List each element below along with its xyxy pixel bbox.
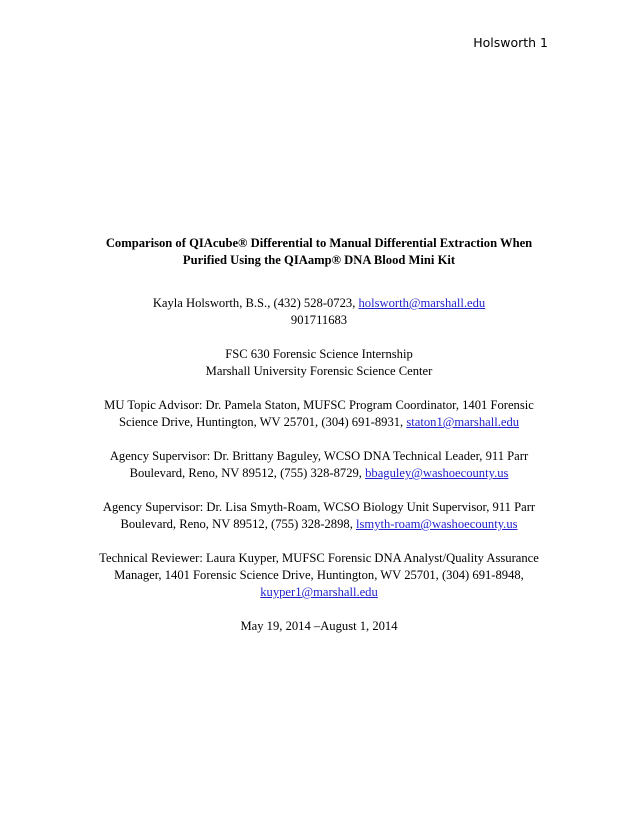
author-line xyxy=(90,295,548,312)
technical-reviewer-block xyxy=(90,550,548,601)
topic-advisor-line-2 xyxy=(90,414,548,431)
internship-dates: May 19, 2014 –August 1, 2014 xyxy=(240,619,398,633)
agency-supervisor-1-block xyxy=(90,448,548,482)
agency-supervisor-1-line-1: Agency Supervisor: Dr. Brittany Baguley, WCSO DNA Technical Leader, 911 Parr xyxy=(109,449,529,463)
technical-reviewer-email-link[interactable]: kuyper1@marshall.edu xyxy=(260,585,378,599)
agency-supervisor-1-address: Boulevard, Reno, NV 89512, (755) 328-8729, xyxy=(129,466,366,480)
title-line-1: Comparison of QIAcube® Differential to Manual Differential Extraction When xyxy=(105,236,533,250)
topic-advisor-address: Science Drive, Huntington, WV 25701, (304) 691-8931, xyxy=(118,415,407,429)
course-block xyxy=(90,346,548,380)
agency-supervisor-1-email-link[interactable]: bbaguley@washoecounty.us xyxy=(365,466,509,480)
running-head: Holsworth 1 xyxy=(473,35,548,50)
agency-supervisor-2-email-link[interactable]: lsmyth-roam@washoecounty.us xyxy=(356,517,518,531)
author-block xyxy=(90,295,548,329)
institution-name: Marshall University Forensic Science Center xyxy=(205,364,433,378)
paper-title xyxy=(90,235,548,269)
agency-supervisor-2-line-2 xyxy=(90,516,548,533)
agency-supervisor-1-line-2 xyxy=(90,465,548,482)
agency-supervisor-2-line-1: Agency Supervisor: Dr. Lisa Smyth-Roam, WCSO Biology Unit Supervisor, 911 Parr xyxy=(102,500,536,514)
title-page-content xyxy=(90,235,548,635)
agency-supervisor-2-address: Boulevard, Reno, NV 89512, (755) 328-2898, xyxy=(120,517,356,531)
author-id: 901711683 xyxy=(290,313,348,327)
topic-advisor-line-1: MU Topic Advisor: Dr. Pamela Staton, MUFSC Program Coordinator, 1401 Forensic xyxy=(104,398,534,412)
topic-advisor-email-link[interactable]: staton1@marshall.edu xyxy=(406,415,520,429)
agency-supervisor-2-block xyxy=(90,499,548,533)
technical-reviewer-line-3 xyxy=(90,584,548,601)
topic-advisor-block xyxy=(90,397,548,431)
technical-reviewer-line-1: Technical Reviewer: Laura Kuyper, MUFSC Forensic DNA Analyst/Quality Assurance xyxy=(99,551,539,565)
course-name: FSC 630 Forensic Science Internship xyxy=(225,347,413,361)
author-email-link[interactable]: holsworth@marshall.edu xyxy=(358,296,486,310)
technical-reviewer-line-2: Manager, 1401 Forensic Science Drive, Huntington, WV 25701, (304) 691-8948, xyxy=(114,568,524,582)
title-line-2: Purified Using the QIAamp® DNA Blood Mini Kit xyxy=(182,253,456,267)
author-name-phone: Kayla Holsworth, B.S., (432) 528-0723, xyxy=(152,296,359,310)
